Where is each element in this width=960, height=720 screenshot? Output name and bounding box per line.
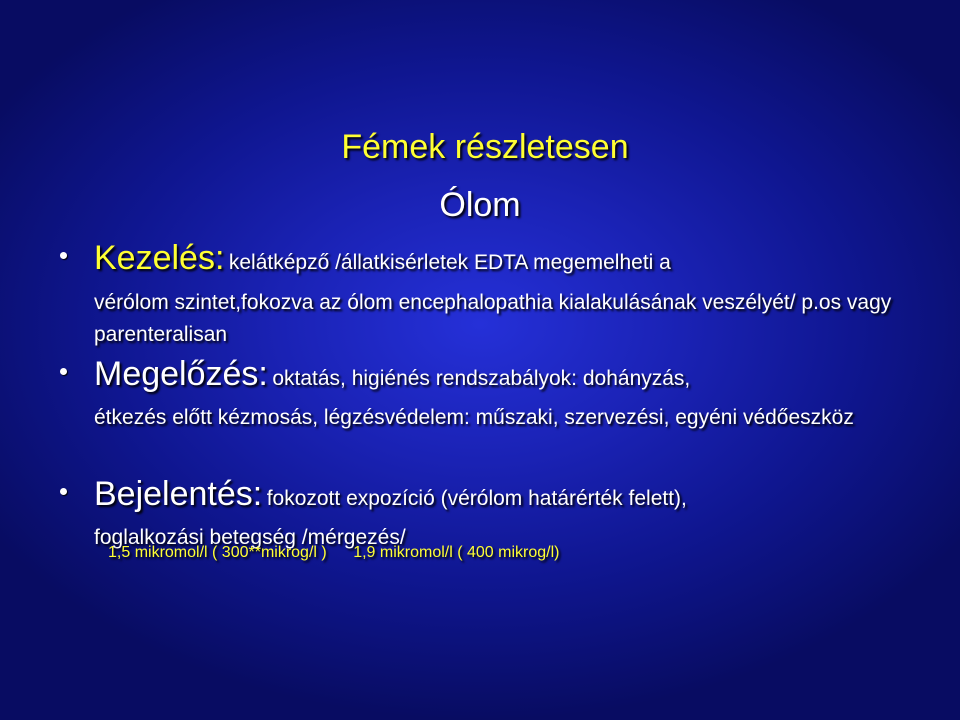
bullet-dot-icon — [60, 488, 67, 495]
bullet-dot-icon — [60, 368, 67, 375]
bullet-text-continued: vérólom szintet,fokozva az ólom encephalopathia kialakulásának veszélyét/ p.os vagy parenteralisan — [94, 291, 892, 346]
bullet-lead: Megelőzés: — [94, 355, 268, 393]
bullet-bejelentes — [58, 472, 960, 553]
bullet-text: kelátképző /állatkisérletek EDTA megemelheti a — [228, 251, 671, 274]
bullet-dot-icon — [60, 252, 67, 259]
bullet-lead: Kezelés: — [94, 239, 225, 277]
slide-subtitle: Ólom — [439, 186, 521, 224]
bullet-megelozes — [58, 352, 960, 433]
bullet-text-continued: étkezés előtt kézmosás, légzésvédelem: műszaki, szervezési, egyéni védőeszköz — [94, 406, 854, 429]
bullet-kezeles — [58, 236, 960, 351]
bullet-text: oktatás, higiénés rendszabályok: dohányzás, — [272, 367, 691, 390]
limit-value-right: 1,9 mikromol/l ( 400 mikrog/l) — [353, 544, 560, 561]
limit-values — [108, 544, 581, 562]
limit-value-left: 1,5 mikromol/l ( 300**mikrog/l ) — [108, 544, 327, 561]
bullet-text-continued: foglalkozási betegség /mérgezés/ — [94, 526, 406, 549]
bullet-text: fokozott expozíció (vérólom határérték felett), — [266, 487, 687, 510]
bullet-lead: Bejelentés: — [94, 475, 263, 513]
slide-title: Fémek részletesen — [341, 128, 629, 166]
